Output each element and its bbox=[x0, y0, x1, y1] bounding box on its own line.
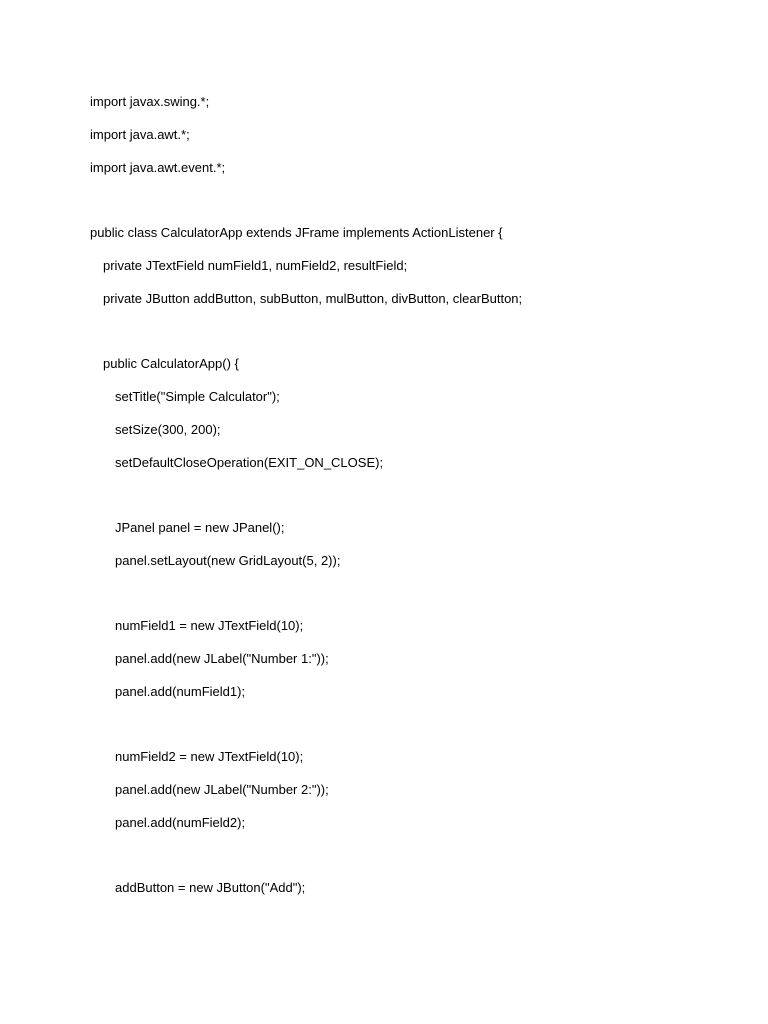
code-line: public CalculatorApp() { bbox=[103, 356, 239, 371]
code-line: setDefaultCloseOperation(EXIT_ON_CLOSE); bbox=[115, 455, 384, 470]
code-line: panel.setLayout(new GridLayout(5, 2)); bbox=[115, 553, 341, 568]
code-line: numField1 = new JTextField(10); bbox=[115, 618, 304, 633]
code-line: panel.add(new JLabel("Number 2:")); bbox=[115, 782, 329, 797]
blank-line bbox=[90, 486, 730, 518]
code-line: setSize(300, 200); bbox=[115, 422, 221, 437]
code-line: import java.awt.*; bbox=[90, 127, 190, 142]
code-line: numField2 = new JTextField(10); bbox=[115, 749, 304, 764]
code-line: import javax.swing.*; bbox=[90, 94, 210, 109]
code-line: panel.add(numField2); bbox=[115, 815, 246, 830]
code-line: setTitle("Simple Calculator"); bbox=[115, 389, 280, 404]
blank-line bbox=[90, 715, 730, 747]
code-line: panel.add(numField1); bbox=[115, 684, 246, 699]
code-line: private JButton addButton, subButton, mulButton, divButton, clearButton; bbox=[103, 291, 523, 306]
code-line: JPanel panel = new JPanel(); bbox=[115, 520, 285, 535]
code-listing bbox=[90, 92, 730, 911]
blank-line bbox=[90, 846, 730, 878]
code-line: public class CalculatorApp extends JFrame implements ActionListener { bbox=[90, 225, 503, 240]
code-line: import java.awt.event.*; bbox=[90, 160, 226, 175]
blank-line bbox=[90, 191, 730, 223]
code-line: panel.add(new JLabel("Number 1:")); bbox=[115, 651, 329, 666]
blank-line bbox=[90, 584, 730, 616]
blank-line bbox=[90, 322, 730, 354]
code-line: private JTextField numField1, numField2, resultField; bbox=[103, 258, 408, 273]
code-line: addButton = new JButton("Add"); bbox=[115, 880, 306, 895]
